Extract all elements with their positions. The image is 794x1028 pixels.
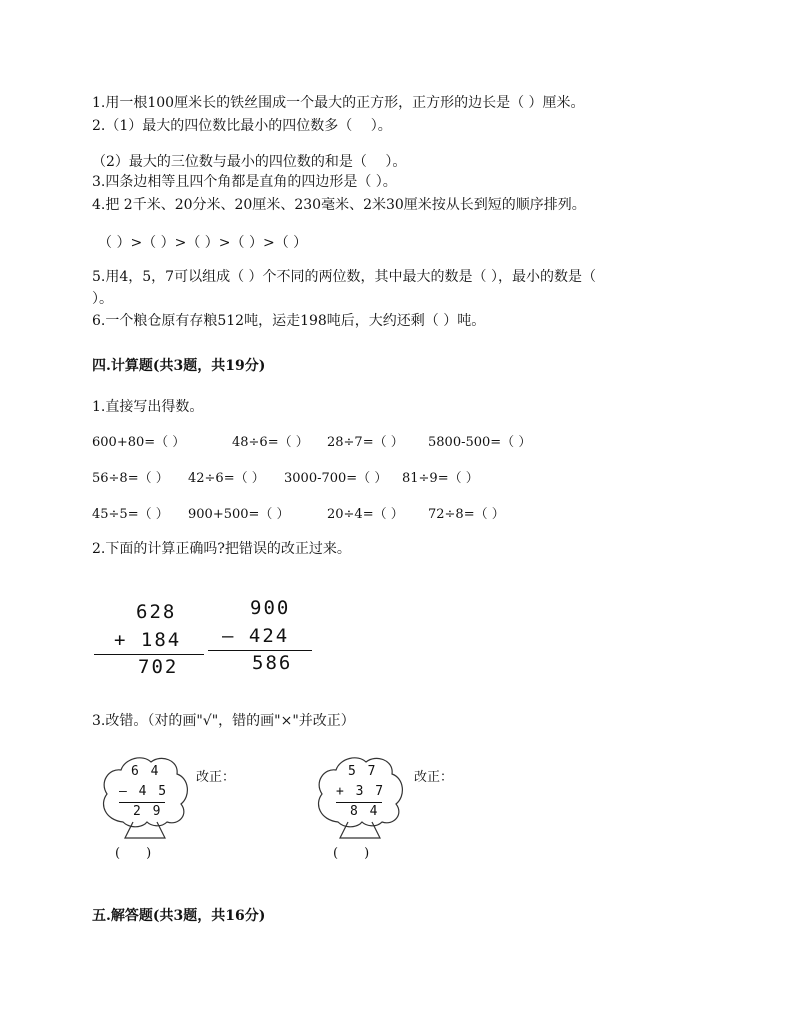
calc-row-2 [92, 467, 712, 485]
question-4-1: 1.直接写出得数。 [92, 399, 204, 415]
tree-2-answer-paren: ( ) [333, 846, 370, 861]
tree-1-top: 6 4 [131, 764, 161, 779]
calc-row-3 [92, 503, 712, 521]
calc-item: 56÷8=（ ） [92, 471, 169, 486]
question-4-3: 3.改错。（对的画"√"，错的画"×"并改正） [92, 713, 355, 729]
tree-1-operand: – 4 5 [119, 784, 169, 799]
calc-item: 42÷6=（ ） [188, 471, 265, 486]
calc-item: 72÷8=（ ） [428, 507, 505, 522]
vertical-1-top: 628 [136, 601, 177, 623]
tree-2-top: 5 7 [348, 764, 378, 779]
calc-item: 28÷7=（ ） [327, 435, 404, 450]
question-3-2b: （2）最大的三位数与最小的四位数的和是（ ）。 [92, 154, 407, 170]
vertical-2-rule [208, 650, 312, 651]
question-3-5b: ）。 [92, 291, 113, 307]
tree-2-rule [336, 802, 382, 803]
calc-item: 900+500=（ ） [188, 507, 290, 522]
tree-1-result: 2 9 [133, 804, 163, 819]
vertical-2-result: 586 [252, 652, 293, 674]
tree-2-operand: + 3 7 [336, 784, 386, 799]
vertical-1-result: 702 [138, 656, 179, 678]
question-3-4: 4.把 2千米、20分米、20厘米、230毫米、2米30厘米按从长到短的顺序排列。 [92, 197, 586, 213]
calc-item: 20÷4=（ ） [327, 507, 404, 522]
calc-item: 81÷9=（ ） [402, 471, 479, 486]
calc-item: 45÷5=（ ） [92, 507, 169, 522]
question-3-5a: 5.用4，5，7可以组成（ ）个不同的两位数，其中最大的数是（ ），最小的数是（ [92, 269, 596, 285]
tree-2-fix-label: 改正： [414, 770, 454, 785]
question-3-6: 6.一个粮仓原有存粮512吨，运走198吨后，大约还剩（ ）吨。 [92, 313, 486, 329]
tree-1-fix-label: 改正： [196, 770, 236, 785]
vertical-2-top: 900 [250, 597, 291, 619]
question-3-2a: 2.（1）最大的四位数比最小的四位数多（ ）。 [92, 118, 392, 134]
calc-item: 600+80=（ ） [92, 435, 186, 450]
tree-1-rule [119, 802, 165, 803]
calc-row-1 [92, 431, 712, 449]
section-4-heading: 四.计算题(共3题，共19分) [92, 358, 266, 374]
vertical-2-operand: – 424 [222, 625, 290, 647]
vertical-1-rule [94, 654, 204, 655]
section-5-heading: 五.解答题(共3题，共16分) [92, 908, 266, 924]
question-4-2: 2.下面的计算正确吗?把错误的改正过来。 [92, 541, 351, 557]
tree-1-answer-paren: ( ) [115, 846, 152, 861]
question-3-1: 1.用一根100厘米长的铁丝围成一个最大的正方形，正方形的边长是（ ）厘米。 [92, 95, 585, 111]
question-3-3: 3.四条边相等且四个角都是直角的四边形是（ ）。 [92, 174, 397, 190]
calc-item: 3000-700=（ ） [284, 471, 388, 486]
calc-item: 5800-500=（ ） [428, 435, 532, 450]
tree-2-result: 8 4 [350, 804, 380, 819]
vertical-1-operand: + 184 [114, 629, 182, 651]
question-3-4-blank: （ ）>（ ）>（ ）>（ ）>（ ） [98, 235, 308, 251]
calc-item: 48÷6=（ ） [232, 435, 309, 450]
